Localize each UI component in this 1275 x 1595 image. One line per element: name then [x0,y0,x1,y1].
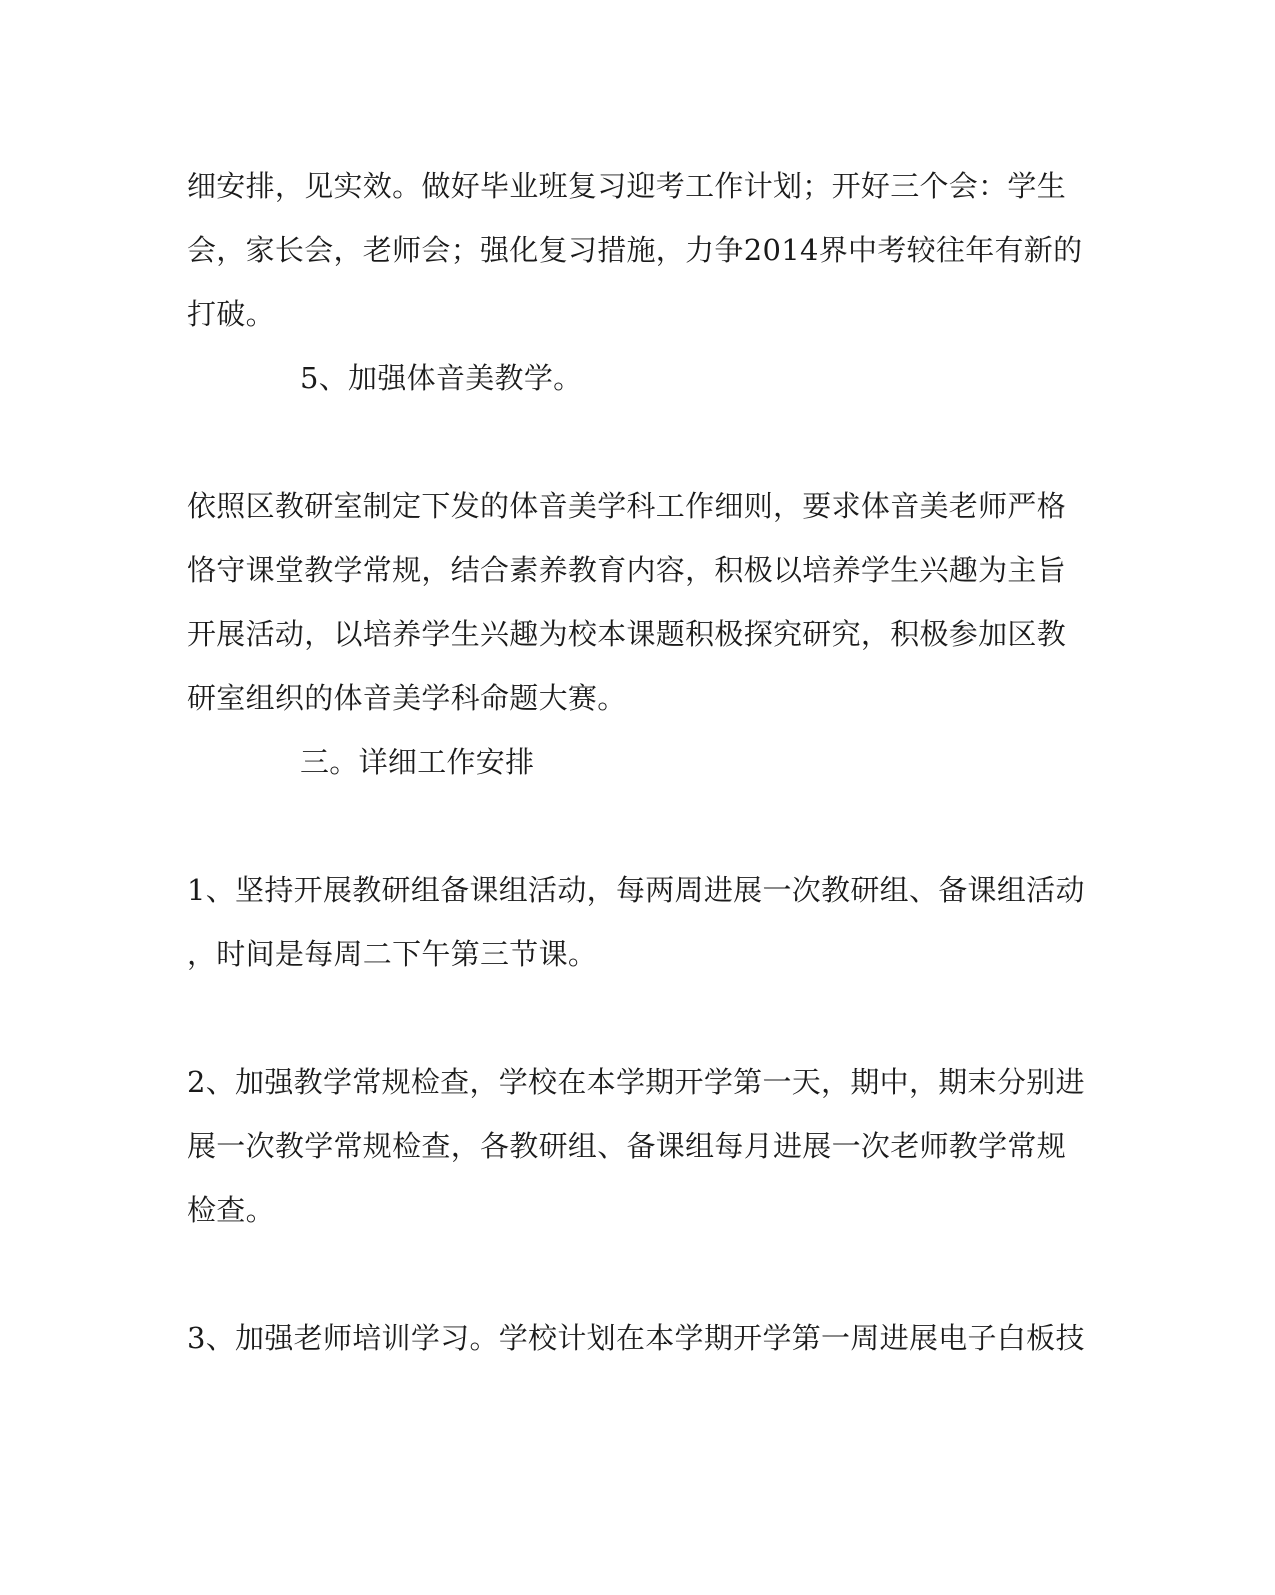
text-line: 恪守课堂教学常规，结合素养教育内容，积极以培养学生兴趣为主旨 [187,553,1067,587]
section-heading: 三。详细工作安排 [300,745,535,779]
text-line: 研室组织的体音美学科命题大赛。 [187,681,627,715]
text-line: 3、加强老师培训学习。学校计划在本学期开学第一周进展电子白板技 [187,1321,1085,1355]
text-line: 1、坚持开展教研组备课组活动，每两周进展一次教研组、备课组活动 [187,873,1085,907]
text-line: 展一次教学常规检查，各教研组、备课组每月进展一次老师教学常规 [187,1129,1067,1163]
text-line: 检查。 [187,1193,275,1227]
text-line: 开展活动，以培养学生兴趣为校本课题积极探究研究，积极参加区教 [187,617,1067,651]
text-line: 会，家长会，老师会；强化复习措施，力争2014界中考较往年有新的 [187,233,1083,267]
text-line: ，时间是每周二下午第三节课。 [187,937,598,971]
section-heading: 5、加强体音美教学。 [300,361,583,395]
text-line: 打破。 [187,297,275,331]
text-line: 2、加强教学常规检查，学校在本学期开学第一天，期中，期末分别进 [187,1065,1085,1099]
text-line: 细安排，见实效。做好毕业班复习迎考工作计划；开好三个会：学生 [187,169,1067,203]
text-line: 依照区教研室制定下发的体音美学科工作细则，要求体音美老师严格 [187,489,1067,523]
